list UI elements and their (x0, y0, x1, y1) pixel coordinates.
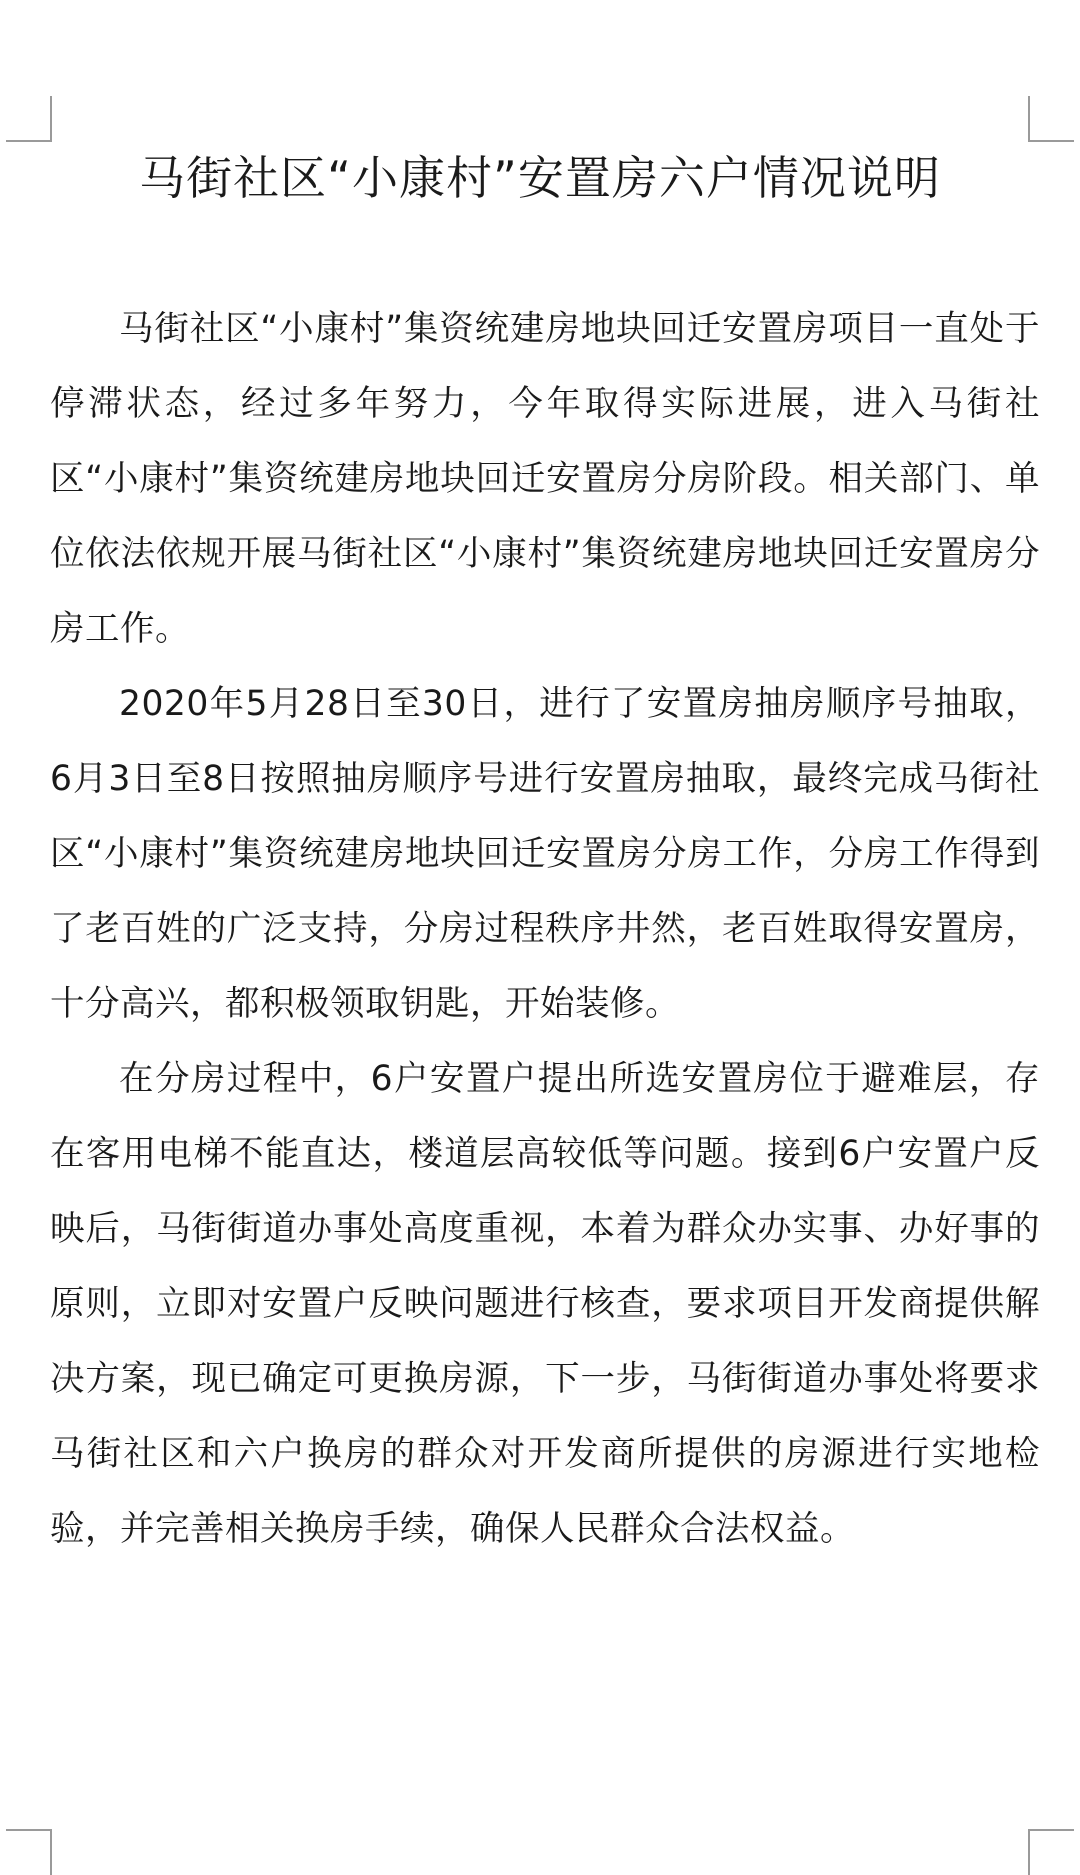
paragraph-2: 2020年5月28日至30日，进行了安置房抽房顺序号抽取，6月3日至8日按照抽房顺序号进行安置房抽取，最终完成马街社区“小康村”集资统建房地块回迁安置房分房工作，分房工作得到了老百姓的广泛支持，分房过程秩序井然，老百姓取得安置房，十分高兴，都积极领取钥匙，开始装修。 (50, 684, 1040, 1024)
page-corner-mark-top-left (6, 96, 52, 142)
page-corner-mark-bottom-right (1028, 1829, 1074, 1875)
document-title: 马街社区“小康村”安置房六户情况说明 (139, 151, 941, 205)
document-body (50, 292, 1040, 1567)
page-corner-mark-top-right (1028, 96, 1074, 142)
paragraph-1: 马街社区“小康村”集资统建房地块回迁安置房项目一直处于停滞状态，经过多年努力，今年取得实际进展，进入马街社区“小康村”集资统建房地块回迁安置房分房阶段。相关部门、单位依法依规开展马街社区“小康村”集资统建房地块回迁安置房分房工作。 (50, 309, 1040, 649)
paragraph-3: 在分房过程中，6户安置户提出所选安置房位于避难层，存在客用电梯不能直达，楼道层高较低等问题。接到6户安置户反映后，马街街道办事处高度重视，本着为群众办实事、办好事的原则，立即对安置户反映问题进行核查，要求项目开发商提供解决方案，现已确定可更换房源，下一步，马街街道办事处将要求马街社区和六户换房的群众对开发商所提供的房源进行实地检验，并完善相关换房手续，确保人民群众合法权益。 (50, 1059, 1040, 1549)
page-corner-mark-bottom-left (6, 1829, 52, 1875)
